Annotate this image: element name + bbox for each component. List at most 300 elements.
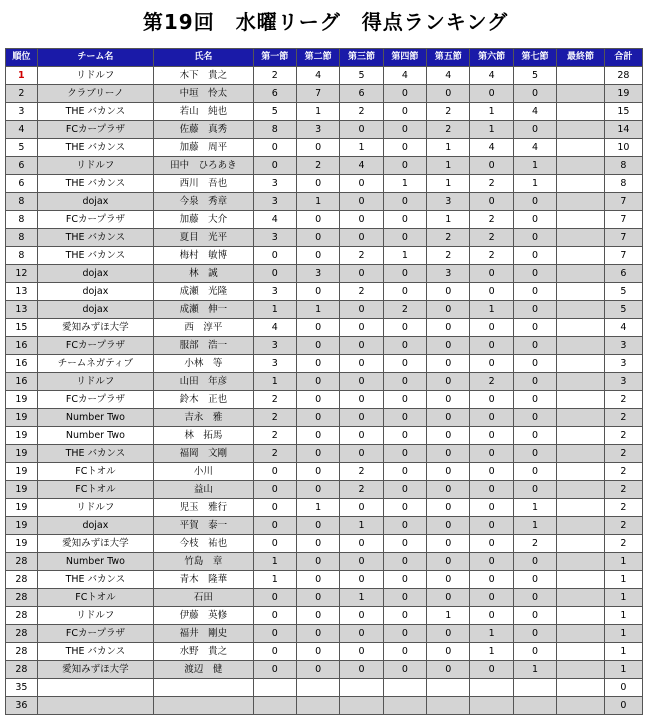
round-1-cell: 0 bbox=[253, 463, 296, 481]
round-5-cell bbox=[427, 679, 470, 697]
round-5-cell: 2 bbox=[427, 121, 470, 139]
round-2-cell: 0 bbox=[296, 175, 339, 193]
round-7-cell: 0 bbox=[513, 121, 556, 139]
team-cell: dojax bbox=[37, 301, 153, 319]
total-cell: 6 bbox=[604, 265, 642, 283]
round-4-cell: 0 bbox=[383, 265, 426, 283]
round-2-cell: 1 bbox=[296, 103, 339, 121]
rank-cell: 2 bbox=[6, 85, 38, 103]
name-cell: 石田 bbox=[154, 589, 253, 607]
total-cell: 2 bbox=[604, 391, 642, 409]
round-1-cell: 0 bbox=[253, 265, 296, 283]
round-3-cell: 0 bbox=[340, 535, 383, 553]
round-2-cell: 0 bbox=[296, 481, 339, 499]
header-round-3: 第三節 bbox=[340, 49, 383, 67]
round-4-cell: 0 bbox=[383, 139, 426, 157]
name-cell: 加藤 大介 bbox=[154, 211, 253, 229]
final-round-cell bbox=[557, 643, 605, 661]
round-7-cell: 0 bbox=[513, 607, 556, 625]
round-6-cell: 0 bbox=[470, 661, 513, 679]
header-total: 合計 bbox=[604, 49, 642, 67]
round-4-cell: 0 bbox=[383, 589, 426, 607]
final-round-cell bbox=[557, 481, 605, 499]
round-4-cell: 0 bbox=[383, 625, 426, 643]
team-cell: FCカープラザ bbox=[37, 391, 153, 409]
round-6-cell: 1 bbox=[470, 121, 513, 139]
round-2-cell: 0 bbox=[296, 463, 339, 481]
round-3-cell: 2 bbox=[340, 283, 383, 301]
round-7-cell: 0 bbox=[513, 355, 556, 373]
rank-cell: 8 bbox=[6, 211, 38, 229]
header-round-1: 第一節 bbox=[253, 49, 296, 67]
team-cell: FCカープラザ bbox=[37, 625, 153, 643]
round-4-cell: 0 bbox=[383, 85, 426, 103]
team-cell: dojax bbox=[37, 265, 153, 283]
round-5-cell: 0 bbox=[427, 355, 470, 373]
round-6-cell: 0 bbox=[470, 571, 513, 589]
name-cell bbox=[154, 697, 253, 715]
round-6-cell: 0 bbox=[470, 427, 513, 445]
table-row bbox=[6, 391, 643, 409]
round-7-cell: 0 bbox=[513, 553, 556, 571]
total-cell: 1 bbox=[604, 589, 642, 607]
round-7-cell: 1 bbox=[513, 157, 556, 175]
name-cell: 梅村 敏博 bbox=[154, 247, 253, 265]
table-row bbox=[6, 157, 643, 175]
round-1-cell: 1 bbox=[253, 301, 296, 319]
round-3-cell: 0 bbox=[340, 607, 383, 625]
final-round-cell bbox=[557, 517, 605, 535]
round-4-cell: 0 bbox=[383, 571, 426, 589]
rank-cell: 19 bbox=[6, 517, 38, 535]
header-round-7: 第七節 bbox=[513, 49, 556, 67]
round-3-cell: 0 bbox=[340, 211, 383, 229]
name-cell: 児玉 雅行 bbox=[154, 499, 253, 517]
table-row bbox=[6, 589, 643, 607]
total-cell: 4 bbox=[604, 319, 642, 337]
round-6-cell: 0 bbox=[470, 607, 513, 625]
table-row bbox=[6, 319, 643, 337]
round-4-cell: 0 bbox=[383, 211, 426, 229]
round-1-cell: 1 bbox=[253, 373, 296, 391]
team-cell: 愛知みずほ大学 bbox=[37, 319, 153, 337]
final-round-cell bbox=[557, 463, 605, 481]
header-round-2: 第二節 bbox=[296, 49, 339, 67]
final-round-cell bbox=[557, 499, 605, 517]
rank-cell: 5 bbox=[6, 139, 38, 157]
round-4-cell: 0 bbox=[383, 463, 426, 481]
round-5-cell: 4 bbox=[427, 67, 470, 85]
name-cell: 竹島 章 bbox=[154, 553, 253, 571]
round-3-cell: 0 bbox=[340, 265, 383, 283]
round-5-cell: 0 bbox=[427, 463, 470, 481]
team-cell: THE バカンス bbox=[37, 643, 153, 661]
round-6-cell: 2 bbox=[470, 373, 513, 391]
round-2-cell: 0 bbox=[296, 643, 339, 661]
round-4-cell: 0 bbox=[383, 283, 426, 301]
name-cell: 加藤 周平 bbox=[154, 139, 253, 157]
final-round-cell bbox=[557, 355, 605, 373]
round-4-cell: 0 bbox=[383, 445, 426, 463]
round-4-cell: 0 bbox=[383, 229, 426, 247]
total-cell: 0 bbox=[604, 697, 642, 715]
round-1-cell: 2 bbox=[253, 391, 296, 409]
round-5-cell: 0 bbox=[427, 517, 470, 535]
name-cell: 佐藤 真秀 bbox=[154, 121, 253, 139]
round-2-cell: 0 bbox=[296, 283, 339, 301]
table-row bbox=[6, 283, 643, 301]
round-5-cell: 0 bbox=[427, 481, 470, 499]
round-3-cell: 2 bbox=[340, 247, 383, 265]
round-2-cell: 0 bbox=[296, 211, 339, 229]
round-6-cell: 0 bbox=[470, 391, 513, 409]
name-cell: 若山 純也 bbox=[154, 103, 253, 121]
table-row bbox=[6, 643, 643, 661]
round-1-cell: 2 bbox=[253, 409, 296, 427]
round-6-cell: 1 bbox=[470, 625, 513, 643]
final-round-cell bbox=[557, 121, 605, 139]
round-5-cell: 0 bbox=[427, 643, 470, 661]
table-row bbox=[6, 373, 643, 391]
round-4-cell: 0 bbox=[383, 499, 426, 517]
rank-cell: 28 bbox=[6, 643, 38, 661]
team-cell: 愛知みずほ大学 bbox=[37, 661, 153, 679]
team-cell: THE バカンス bbox=[37, 445, 153, 463]
round-4-cell: 2 bbox=[383, 301, 426, 319]
round-6-cell: 0 bbox=[470, 445, 513, 463]
team-cell: クラブリーノ bbox=[37, 85, 153, 103]
round-3-cell: 1 bbox=[340, 589, 383, 607]
round-7-cell: 1 bbox=[513, 499, 556, 517]
table-row bbox=[6, 193, 643, 211]
team-cell: FCトオル bbox=[37, 463, 153, 481]
round-4-cell: 0 bbox=[383, 607, 426, 625]
table-row bbox=[6, 265, 643, 283]
table-row bbox=[6, 607, 643, 625]
round-2-cell: 0 bbox=[296, 553, 339, 571]
name-cell: 水野 貴之 bbox=[154, 643, 253, 661]
header-final-round: 最終節 bbox=[557, 49, 605, 67]
final-round-cell bbox=[557, 175, 605, 193]
total-cell: 5 bbox=[604, 283, 642, 301]
table-row bbox=[6, 139, 643, 157]
final-round-cell bbox=[557, 337, 605, 355]
total-cell: 1 bbox=[604, 553, 642, 571]
round-1-cell: 0 bbox=[253, 661, 296, 679]
team-cell: FCトオル bbox=[37, 589, 153, 607]
name-cell bbox=[154, 679, 253, 697]
name-cell: 服部 浩一 bbox=[154, 337, 253, 355]
round-4-cell: 0 bbox=[383, 355, 426, 373]
round-7-cell: 1 bbox=[513, 517, 556, 535]
round-5-cell: 1 bbox=[427, 139, 470, 157]
team-cell: Number Two bbox=[37, 553, 153, 571]
header-team: チーム名 bbox=[37, 49, 153, 67]
round-6-cell: 0 bbox=[470, 463, 513, 481]
round-7-cell: 0 bbox=[513, 85, 556, 103]
round-5-cell: 1 bbox=[427, 157, 470, 175]
round-5-cell bbox=[427, 697, 470, 715]
table-row bbox=[6, 337, 643, 355]
round-1-cell: 0 bbox=[253, 607, 296, 625]
round-2-cell: 3 bbox=[296, 121, 339, 139]
round-1-cell: 2 bbox=[253, 445, 296, 463]
round-7-cell bbox=[513, 697, 556, 715]
final-round-cell bbox=[557, 697, 605, 715]
round-2-cell: 0 bbox=[296, 319, 339, 337]
name-cell: 木下 貴之 bbox=[154, 67, 253, 85]
round-3-cell: 2 bbox=[340, 481, 383, 499]
name-cell: 福岡 文剛 bbox=[154, 445, 253, 463]
table-row bbox=[6, 571, 643, 589]
total-cell: 2 bbox=[604, 427, 642, 445]
team-cell: リドルフ bbox=[37, 373, 153, 391]
round-7-cell: 0 bbox=[513, 373, 556, 391]
round-1-cell: 0 bbox=[253, 643, 296, 661]
round-3-cell: 0 bbox=[340, 643, 383, 661]
total-cell: 5 bbox=[604, 301, 642, 319]
final-round-cell bbox=[557, 535, 605, 553]
name-cell: 福井 剛史 bbox=[154, 625, 253, 643]
round-6-cell bbox=[470, 697, 513, 715]
round-5-cell: 3 bbox=[427, 265, 470, 283]
final-round-cell bbox=[557, 319, 605, 337]
round-1-cell: 8 bbox=[253, 121, 296, 139]
rank-cell: 19 bbox=[6, 445, 38, 463]
name-cell: 小林 等 bbox=[154, 355, 253, 373]
rank-cell: 6 bbox=[6, 157, 38, 175]
round-6-cell: 0 bbox=[470, 355, 513, 373]
team-cell: チームネガティブ bbox=[37, 355, 153, 373]
name-cell: 林 拓馬 bbox=[154, 427, 253, 445]
rank-cell: 19 bbox=[6, 409, 38, 427]
total-cell: 2 bbox=[604, 445, 642, 463]
rank-cell: 8 bbox=[6, 229, 38, 247]
total-cell: 0 bbox=[604, 679, 642, 697]
round-2-cell: 0 bbox=[296, 337, 339, 355]
round-6-cell: 1 bbox=[470, 301, 513, 319]
round-1-cell: 3 bbox=[253, 229, 296, 247]
round-1-cell: 5 bbox=[253, 103, 296, 121]
total-cell: 1 bbox=[604, 571, 642, 589]
total-cell: 3 bbox=[604, 373, 642, 391]
round-4-cell: 0 bbox=[383, 661, 426, 679]
rank-cell: 28 bbox=[6, 589, 38, 607]
round-4-cell: 0 bbox=[383, 103, 426, 121]
total-cell: 1 bbox=[604, 625, 642, 643]
final-round-cell bbox=[557, 391, 605, 409]
table-row bbox=[6, 427, 643, 445]
header-row bbox=[6, 49, 643, 67]
rank-cell: 12 bbox=[6, 265, 38, 283]
round-4-cell bbox=[383, 679, 426, 697]
round-1-cell bbox=[253, 697, 296, 715]
total-cell: 7 bbox=[604, 247, 642, 265]
table-row bbox=[6, 247, 643, 265]
final-round-cell bbox=[557, 679, 605, 697]
total-cell: 15 bbox=[604, 103, 642, 121]
round-6-cell: 0 bbox=[470, 157, 513, 175]
round-3-cell: 0 bbox=[340, 391, 383, 409]
team-cell: dojax bbox=[37, 193, 153, 211]
team-cell: FCトオル bbox=[37, 481, 153, 499]
total-cell: 2 bbox=[604, 517, 642, 535]
round-5-cell: 0 bbox=[427, 427, 470, 445]
rank-cell: 15 bbox=[6, 319, 38, 337]
name-cell: 今泉 秀章 bbox=[154, 193, 253, 211]
round-7-cell: 1 bbox=[513, 661, 556, 679]
round-2-cell: 1 bbox=[296, 499, 339, 517]
round-5-cell: 2 bbox=[427, 103, 470, 121]
round-7-cell: 1 bbox=[513, 175, 556, 193]
round-3-cell: 0 bbox=[340, 193, 383, 211]
round-1-cell: 4 bbox=[253, 211, 296, 229]
round-7-cell: 4 bbox=[513, 103, 556, 121]
round-7-cell: 0 bbox=[513, 301, 556, 319]
round-7-cell: 0 bbox=[513, 247, 556, 265]
rank-cell: 16 bbox=[6, 373, 38, 391]
round-6-cell: 2 bbox=[470, 247, 513, 265]
round-6-cell: 0 bbox=[470, 535, 513, 553]
final-round-cell bbox=[557, 67, 605, 85]
round-7-cell: 0 bbox=[513, 427, 556, 445]
team-cell: リドルフ bbox=[37, 67, 153, 85]
round-5-cell: 1 bbox=[427, 175, 470, 193]
round-3-cell: 4 bbox=[340, 157, 383, 175]
round-5-cell: 0 bbox=[427, 373, 470, 391]
team-cell: THE バカンス bbox=[37, 175, 153, 193]
round-7-cell bbox=[513, 679, 556, 697]
round-4-cell: 0 bbox=[383, 193, 426, 211]
rank-cell: 28 bbox=[6, 607, 38, 625]
round-4-cell: 1 bbox=[383, 247, 426, 265]
round-3-cell: 0 bbox=[340, 373, 383, 391]
rank-cell: 35 bbox=[6, 679, 38, 697]
name-cell: 中垣 怜太 bbox=[154, 85, 253, 103]
round-2-cell: 0 bbox=[296, 589, 339, 607]
round-2-cell: 1 bbox=[296, 193, 339, 211]
round-4-cell: 1 bbox=[383, 175, 426, 193]
team-cell: THE バカンス bbox=[37, 571, 153, 589]
round-3-cell: 2 bbox=[340, 463, 383, 481]
round-6-cell: 1 bbox=[470, 643, 513, 661]
page-title: 第19回 水曜リーグ 得点ランキング bbox=[142, 10, 509, 34]
round-1-cell: 2 bbox=[253, 427, 296, 445]
team-cell: Number Two bbox=[37, 409, 153, 427]
round-1-cell: 1 bbox=[253, 553, 296, 571]
round-2-cell: 0 bbox=[296, 391, 339, 409]
round-6-cell: 2 bbox=[470, 211, 513, 229]
final-round-cell bbox=[557, 301, 605, 319]
round-5-cell: 0 bbox=[427, 589, 470, 607]
header-round-4: 第四節 bbox=[383, 49, 426, 67]
total-cell: 19 bbox=[604, 85, 642, 103]
total-cell: 14 bbox=[604, 121, 642, 139]
final-round-cell bbox=[557, 283, 605, 301]
round-5-cell: 0 bbox=[427, 301, 470, 319]
name-cell: 渡辺 健 bbox=[154, 661, 253, 679]
round-2-cell: 7 bbox=[296, 85, 339, 103]
round-5-cell: 1 bbox=[427, 211, 470, 229]
name-cell: 伊藤 英修 bbox=[154, 607, 253, 625]
round-6-cell: 4 bbox=[470, 139, 513, 157]
round-2-cell: 0 bbox=[296, 355, 339, 373]
round-1-cell: 3 bbox=[253, 355, 296, 373]
round-2-cell bbox=[296, 679, 339, 697]
team-cell: Number Two bbox=[37, 427, 153, 445]
round-5-cell: 2 bbox=[427, 229, 470, 247]
total-cell: 10 bbox=[604, 139, 642, 157]
round-7-cell: 0 bbox=[513, 463, 556, 481]
final-round-cell bbox=[557, 247, 605, 265]
rank-cell: 4 bbox=[6, 121, 38, 139]
round-2-cell bbox=[296, 697, 339, 715]
round-6-cell: 0 bbox=[470, 517, 513, 535]
round-6-cell: 0 bbox=[470, 553, 513, 571]
final-round-cell bbox=[557, 193, 605, 211]
name-cell: 小川 bbox=[154, 463, 253, 481]
round-5-cell: 0 bbox=[427, 553, 470, 571]
total-cell: 8 bbox=[604, 175, 642, 193]
final-round-cell bbox=[557, 553, 605, 571]
round-4-cell: 0 bbox=[383, 427, 426, 445]
round-7-cell: 0 bbox=[513, 625, 556, 643]
table-row bbox=[6, 517, 643, 535]
round-3-cell: 0 bbox=[340, 625, 383, 643]
name-cell: 西 淳平 bbox=[154, 319, 253, 337]
header-round-6: 第六節 bbox=[470, 49, 513, 67]
round-6-cell: 0 bbox=[470, 193, 513, 211]
name-cell: 益山 bbox=[154, 481, 253, 499]
team-cell: THE バカンス bbox=[37, 103, 153, 121]
name-cell: 鈴木 正也 bbox=[154, 391, 253, 409]
round-3-cell: 0 bbox=[340, 409, 383, 427]
team-cell: FCカープラザ bbox=[37, 337, 153, 355]
round-7-cell: 0 bbox=[513, 445, 556, 463]
round-2-cell: 0 bbox=[296, 517, 339, 535]
name-cell: 青木 隆華 bbox=[154, 571, 253, 589]
round-5-cell: 1 bbox=[427, 607, 470, 625]
final-round-cell bbox=[557, 265, 605, 283]
round-1-cell: 6 bbox=[253, 85, 296, 103]
round-7-cell: 0 bbox=[513, 229, 556, 247]
total-cell: 2 bbox=[604, 499, 642, 517]
round-5-cell: 2 bbox=[427, 247, 470, 265]
team-cell: dojax bbox=[37, 517, 153, 535]
table-row bbox=[6, 445, 643, 463]
round-2-cell: 0 bbox=[296, 373, 339, 391]
final-round-cell bbox=[557, 589, 605, 607]
round-3-cell: 0 bbox=[340, 427, 383, 445]
total-cell: 28 bbox=[604, 67, 642, 85]
round-6-cell bbox=[470, 679, 513, 697]
table-row bbox=[6, 463, 643, 481]
round-3-cell: 0 bbox=[340, 553, 383, 571]
round-1-cell: 3 bbox=[253, 283, 296, 301]
round-1-cell: 0 bbox=[253, 499, 296, 517]
rank-cell: 28 bbox=[6, 625, 38, 643]
team-cell: リドルフ bbox=[37, 157, 153, 175]
round-1-cell: 0 bbox=[253, 139, 296, 157]
table-row bbox=[6, 553, 643, 571]
rank-cell: 13 bbox=[6, 283, 38, 301]
table-row bbox=[6, 121, 643, 139]
final-round-cell bbox=[557, 445, 605, 463]
table-row bbox=[6, 175, 643, 193]
total-cell: 1 bbox=[604, 661, 642, 679]
team-cell: FCカープラザ bbox=[37, 121, 153, 139]
table-row bbox=[6, 625, 643, 643]
